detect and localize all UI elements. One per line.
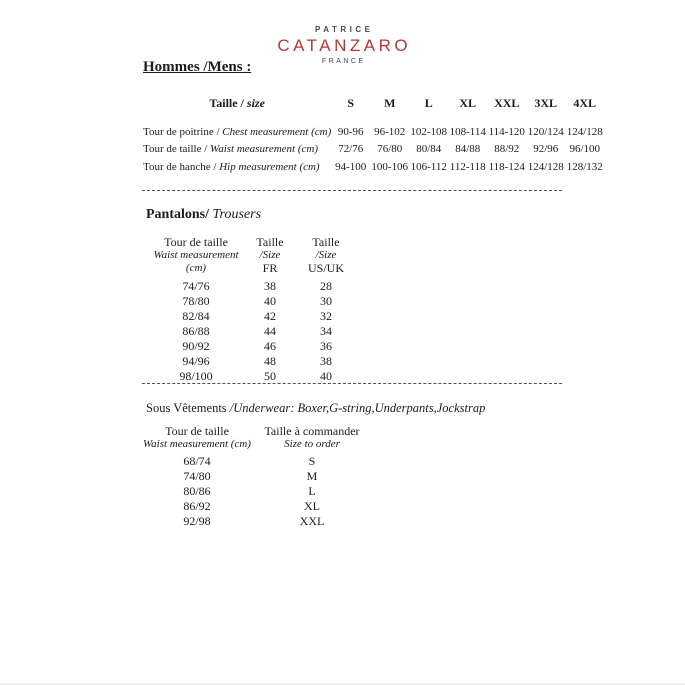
- brand-logo-country: FRANCE: [321, 58, 366, 65]
- mens-size-table: [143, 96, 604, 176]
- waist-cell: 98/100: [179, 369, 213, 383]
- size-value-cell: 100-106: [371, 160, 409, 173]
- usuk-size-cell: 30: [320, 294, 332, 308]
- fr-size-cell: 42: [264, 309, 276, 323]
- size-table-corner-label: Taille / size: [209, 96, 265, 110]
- size-value-cell: 112-118: [449, 160, 486, 173]
- size-value-cell: 128/132: [566, 160, 603, 173]
- size-value-cell: 72/76: [338, 143, 364, 156]
- order-size-cell: S: [308, 454, 316, 468]
- row-label: Tour de poitrine / Chest measurement (cm): [143, 125, 332, 138]
- fr-size-cell: 48: [264, 354, 276, 368]
- size-column-header: 3XL: [534, 96, 558, 110]
- waist-cell: 74/80: [183, 469, 211, 483]
- usuk-size-cell: 28: [320, 279, 332, 293]
- trousers-row: [146, 339, 358, 354]
- waist-cell: 94/96: [182, 354, 210, 368]
- size-value-cell: 90-96: [337, 125, 364, 138]
- usuk-size-cell: 36: [320, 339, 332, 353]
- waist-cell: 80/86: [183, 484, 211, 498]
- waist-cell: 86/88: [182, 324, 210, 338]
- size-value-cell: 94-100: [335, 160, 367, 173]
- size-column-header: S: [347, 96, 355, 110]
- fr-size-cell: 44: [264, 324, 276, 338]
- fr-size-cell: 46: [264, 339, 276, 353]
- underwear-col-waist-header: Tour de taille Waist measurement (cm): [143, 424, 251, 450]
- trousers-col-fr-header: Taille /Size FR: [256, 235, 284, 275]
- size-value-cell: 124/128: [527, 160, 564, 173]
- trousers-row: [146, 309, 358, 324]
- size-value-cell: 76/80: [377, 143, 403, 156]
- underwear-row: [136, 499, 366, 514]
- trousers-row: [146, 324, 358, 339]
- size-column-header: XL: [459, 96, 477, 110]
- waist-cell: 74/76: [182, 279, 210, 293]
- dashed-separator: [142, 190, 562, 191]
- underwear-col-size-header: Taille à commander Size to order: [264, 424, 360, 450]
- order-size-cell: XXL: [299, 514, 325, 528]
- size-value-cell: 108-114: [449, 125, 486, 138]
- waist-cell: 92/98: [183, 514, 211, 528]
- usuk-size-cell: 34: [320, 324, 332, 338]
- size-value-cell: 88/92: [494, 143, 520, 156]
- underwear-row: [136, 484, 366, 499]
- waist-cell: 68/74: [183, 454, 211, 468]
- waist-measurement-row: [143, 141, 604, 159]
- size-column-header: M: [384, 96, 396, 110]
- waist-cell: 82/84: [182, 309, 210, 323]
- size-value-cell: 96/100: [569, 143, 601, 156]
- size-value-cell: 120/124: [527, 125, 564, 138]
- underwear-size-table: [136, 424, 366, 529]
- trousers-col-waist-header: Tour de taille Waist measurement (cm): [153, 235, 239, 274]
- row-label: Tour de taille / Waist measurement (cm): [143, 143, 318, 156]
- fr-size-cell: 50: [264, 369, 276, 383]
- chest-measurement-row: [143, 123, 604, 141]
- order-size-cell: XL: [304, 499, 320, 513]
- fr-size-cell: 40: [264, 294, 276, 308]
- size-value-cell: 92/96: [533, 143, 559, 156]
- trousers-header-row: [146, 236, 358, 279]
- trousers-row: [146, 279, 358, 294]
- underwear-row: [136, 514, 366, 529]
- brand-logo-name: CATANZARO: [277, 36, 412, 55]
- size-value-cell: 114-120: [488, 125, 525, 138]
- row-label: Tour de hanche / Hip measurement (cm): [143, 160, 320, 173]
- trousers-section-title: Pantalons/ Trousers: [146, 207, 262, 222]
- size-column-header: L: [424, 96, 433, 110]
- underwear-row: [136, 454, 366, 469]
- size-value-cell: 102-108: [410, 125, 448, 138]
- waist-cell: 90/92: [182, 339, 210, 353]
- order-size-cell: L: [308, 484, 316, 498]
- size-value-cell: 124/128: [566, 125, 603, 138]
- trousers-row: [146, 294, 358, 309]
- hip-measurement-row: [143, 158, 604, 176]
- size-value-cell: 96-102: [374, 125, 406, 138]
- usuk-size-cell: 38: [320, 354, 332, 368]
- size-value-cell: 118-124: [488, 160, 525, 173]
- size-value-cell: 84/88: [455, 143, 481, 156]
- trousers-col-usuk-header: Taille /Size US/UK: [307, 235, 344, 275]
- usuk-size-cell: 32: [320, 309, 332, 323]
- fr-size-cell: 38: [264, 279, 276, 293]
- underwear-row: [136, 469, 366, 484]
- usuk-size-cell: 40: [320, 369, 332, 383]
- dashed-separator: [142, 383, 562, 384]
- underwear-section-title: Sous Vêtements /Underwear: Boxer,G-string,Underpants,Jockstrap: [146, 401, 486, 415]
- order-size-cell: M: [306, 469, 318, 483]
- size-column-header: 4XL: [573, 96, 597, 110]
- brand-logo-top-text: PATRICE: [315, 25, 374, 34]
- size-value-cell: 106-112: [410, 160, 447, 173]
- size-table-header-row: [143, 96, 604, 123]
- mens-section-title: Hommes /Mens :: [143, 59, 252, 75]
- waist-cell: 86/92: [183, 499, 211, 513]
- size-value-cell: 80/84: [416, 143, 442, 156]
- underwear-header-row: [136, 424, 366, 454]
- size-column-header: XXL: [494, 96, 520, 110]
- trousers-row: [146, 354, 358, 369]
- waist-cell: 78/80: [182, 294, 210, 308]
- trousers-size-table: [146, 236, 358, 384]
- trousers-row: [146, 369, 358, 384]
- brand-logo: [0, 26, 685, 65]
